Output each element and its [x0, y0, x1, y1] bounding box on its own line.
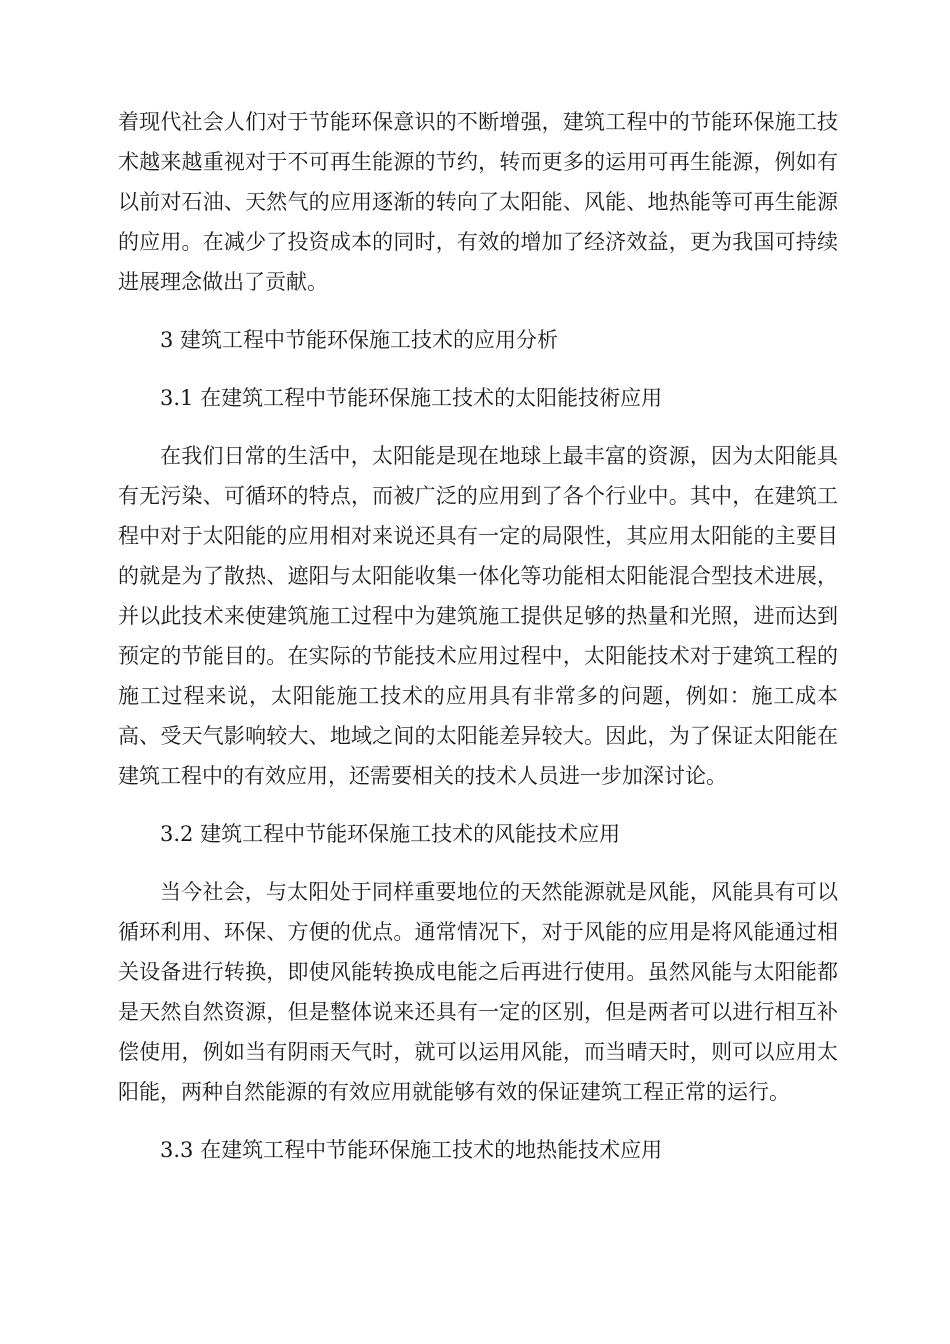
paragraph-solar: 在我们日常的生活中，太阳能是现在地球上最丰富的资源，因为太阳能具有无污染、可循环的特点，而被广泛的应用到了各个行业中。其中，在建筑工程中对于太阳能的应用相对来说还具有一定的局限性，其应用太阳能的主要目的就是为了散热、遮阳与太阳能收集一体化等功能相太阳能混合型技术进展，并以此技术来使建筑施工过程中为建筑施工提供足够的热量和光照，进而达到预定的节能目的。在实际的节能技术应用过程中，太阳能技术对于建筑工程的施工过程来说，太阳能施工技术的应用具有非常多的问题，例如：施工成本高、受天气影响较大、地域之间的太阳能差异较大。因此，为了保证太阳能在建筑工程中的有效应用，还需要相关的技术人员进一步加深讨论。 [118, 444, 838, 788]
section-heading-3: 3 建筑工程中节能环保施工技术的应用分析 [160, 328, 559, 352]
spacer [118, 360, 838, 378]
section-heading-3-2: 3.2 建筑工程中节能环保施工技术的风能技术应用 [160, 822, 621, 846]
spacer [118, 854, 838, 872]
section-heading-3-3: 3.3 在建筑工程中节能环保施工技术的地热能技术应用 [160, 1138, 663, 1162]
paragraph-wind: 当今社会，与太阳处于同样重要地位的天然能源就是风能，风能具有可以循环利用、环保、方便的优点。通常情况下，对于风能的应用是将风能通过相关设备进行转换，即使风能转换成电能之后再进行使用。虽然风能与太阳能都是天然自然资源，但是整体说来还具有一定的区别，但是两者可以进行相互补偿使用，例如当有阴雨天气时，就可以运用风能，而当晴天时，则可以应用太阳能，两种自然能源的有效应用就能够有效的保证建筑工程正常的运行。 [118, 880, 838, 1104]
spacer [118, 1112, 838, 1130]
spacer [118, 418, 838, 436]
spacer [118, 796, 838, 814]
paragraph-intro: 着现代社会人们对于节能环保意识的不断增强，建筑工程中的节能环保施工技术越来越重视对于不可再生能源的节约，转而更多的运用可再生能源，例如有以前对石油、天然气的应用逐渐的转向了太阳能、风能、地热能等可再生能源的应用。在减少了投资成本的同时，有效的增加了经济效益，更为我国可持续进展理念做出了贡献。 [118, 110, 838, 294]
spacer [118, 302, 838, 320]
section-heading-3-1: 3.1 在建筑工程中节能环保施工技术的太阳能技術应用 [160, 386, 663, 410]
document-page [118, 102, 838, 1170]
